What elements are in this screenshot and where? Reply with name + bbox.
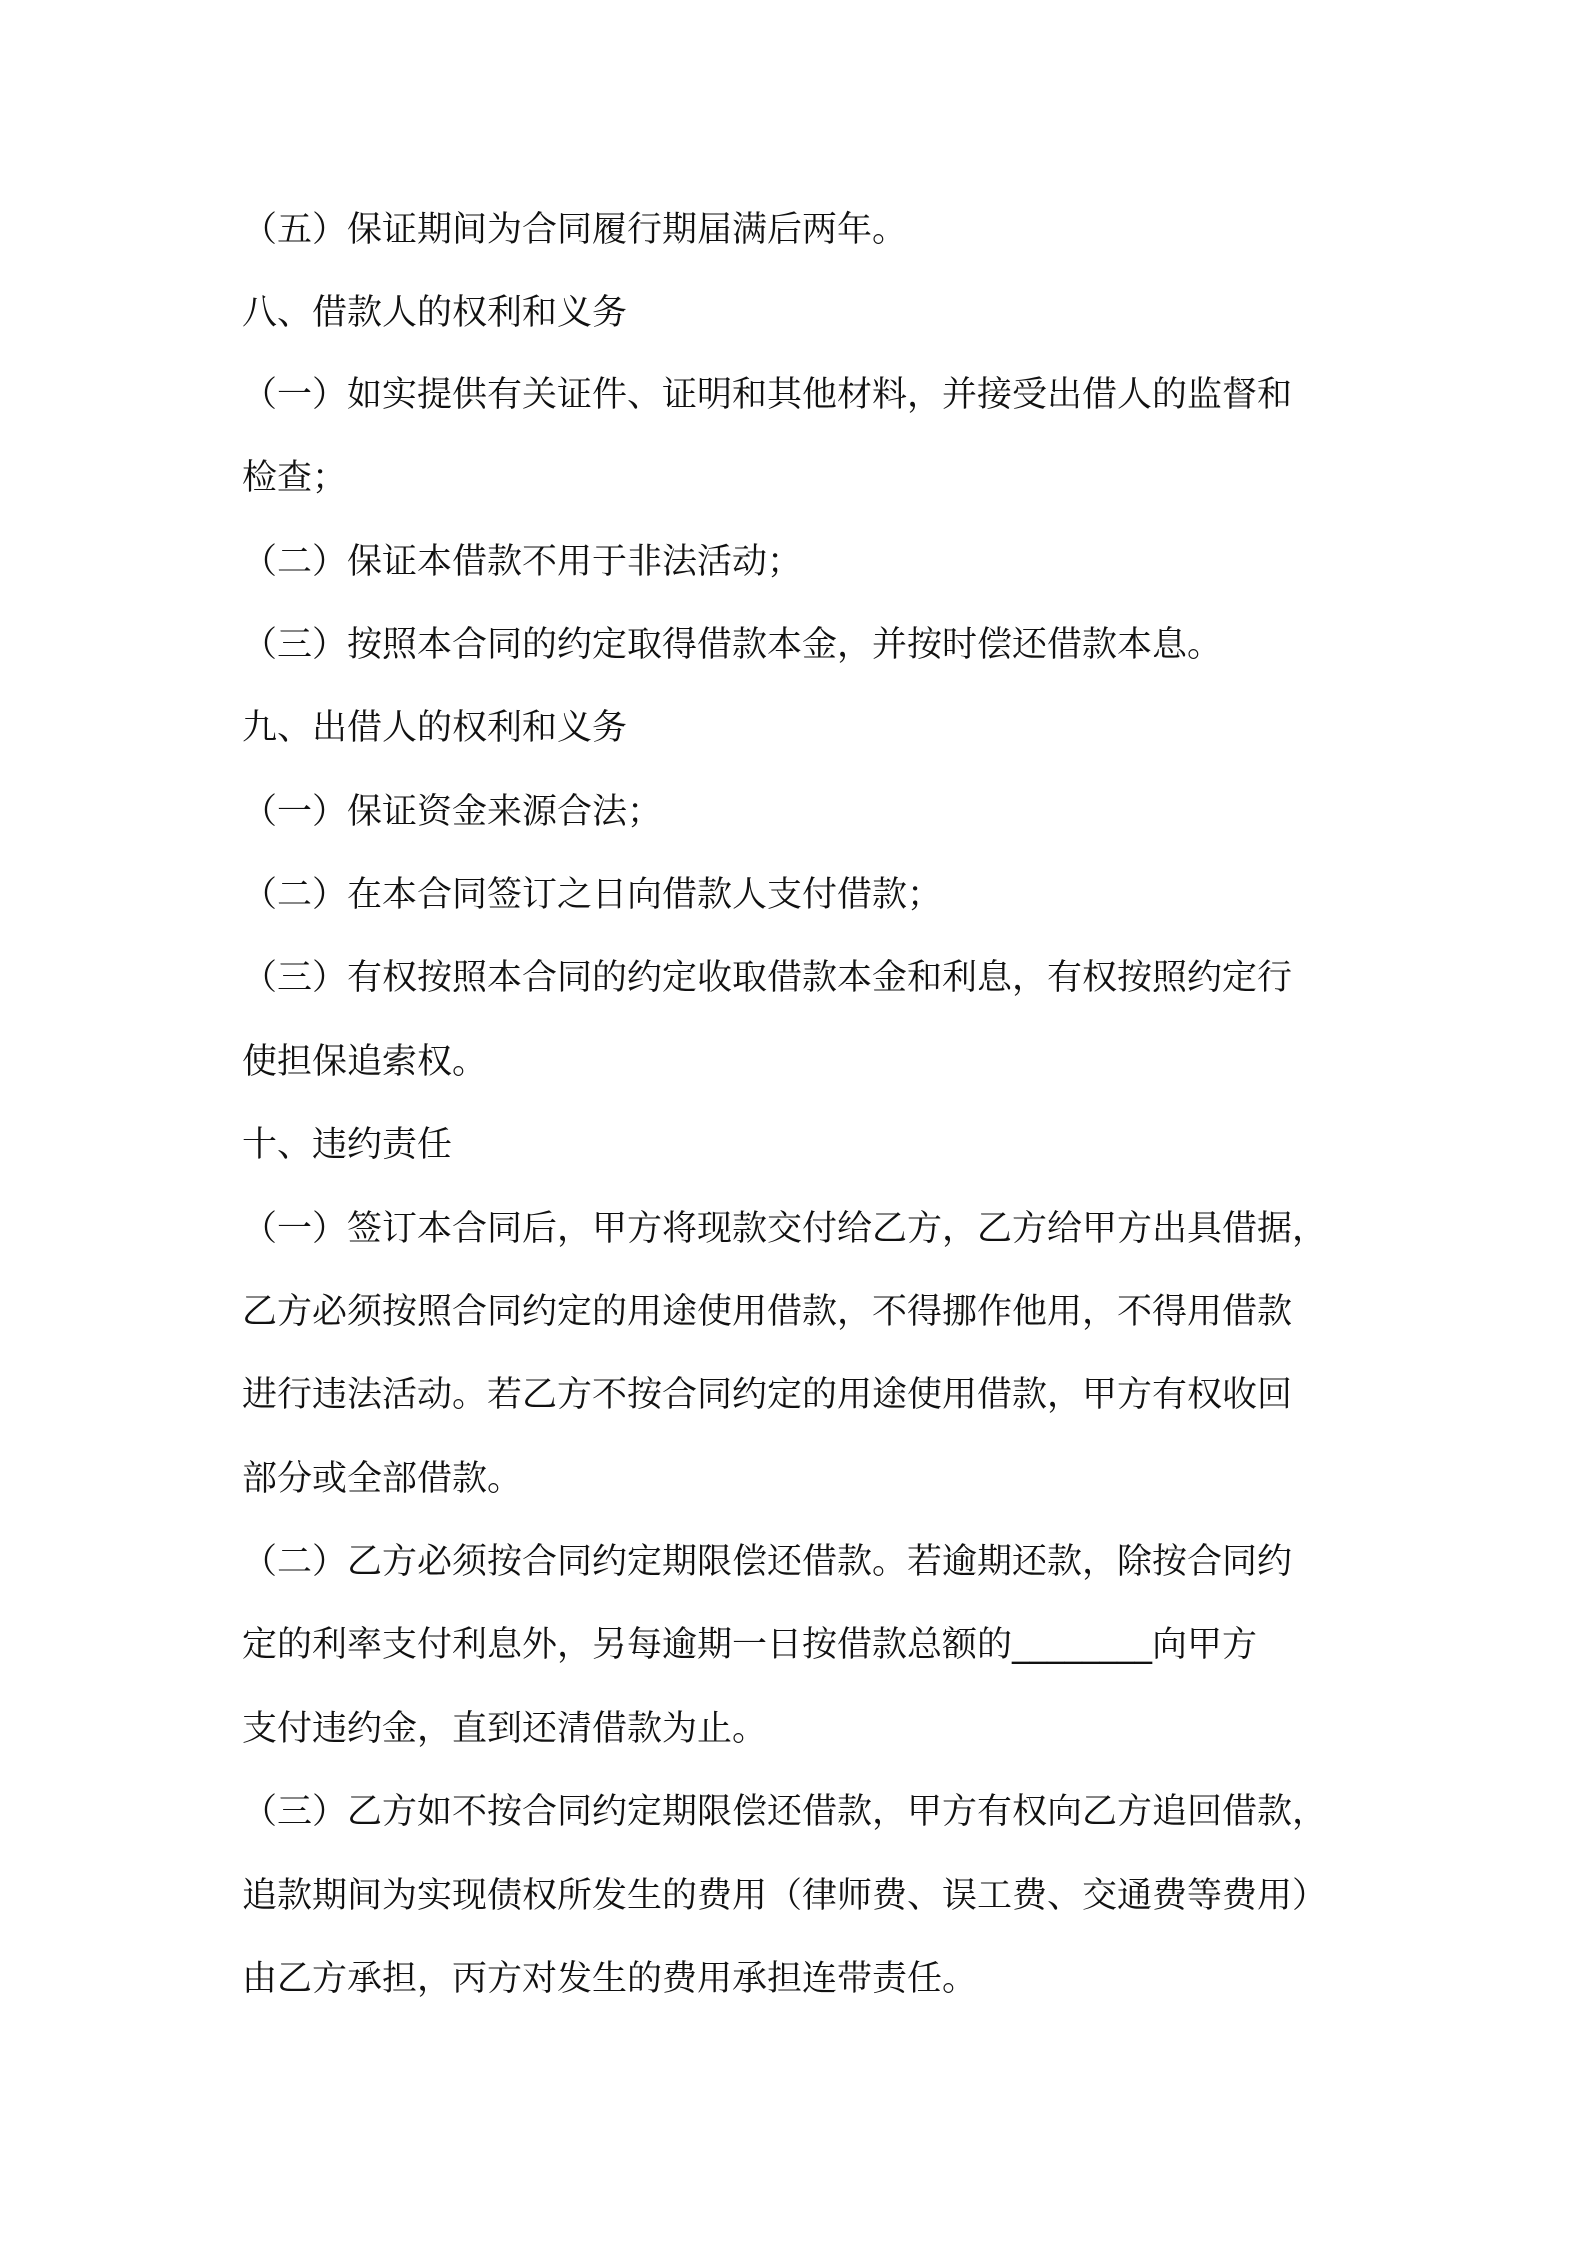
clause-9-2: （二）在本合同签订之日向借款人支付借款； — [242, 875, 943, 915]
clause-10-2-line-1: （二）乙方必须按合同约定期限偿还借款。若逾期还款，除按合同约 — [242, 1542, 1293, 1582]
clause-10-1-line-4: 部分或全部借款。 — [242, 1459, 523, 1499]
clause-10-1-line-2: 乙方必须按照合同约定的用途使用借款，不得挪作他用，不得用借款 — [242, 1292, 1293, 1332]
clause-8-1-line-2: 检查； — [242, 458, 348, 498]
clause-10-1-line-3: 进行违法活动。若乙方不按合同约定的用途使用借款，甲方有权收回 — [242, 1375, 1293, 1415]
clause-10-3-line-2: 追款期间为实现债权所发生的费用（律师费、误工费、交通费等费用） — [242, 1876, 1328, 1916]
clause-9-3-line-1: （三）有权按照本合同的约定收取借款本金和利息，有权按照约定行 — [242, 958, 1293, 998]
section-heading-9: 九、出借人的权利和义务 — [242, 708, 628, 748]
clause-10-3-line-1: （三）乙方如不按合同约定期限偿还借款，甲方有权向乙方追回借款， — [242, 1792, 1328, 1832]
clause-10-2-line-3: 支付违约金，直到还清借款为止。 — [242, 1709, 768, 1749]
clause-10-2-line-2: 定的利率支付利息外，另每逾期一日按借款总额的________向甲方 — [242, 1625, 1258, 1665]
clause-9-3-line-2: 使担保追索权。 — [242, 1042, 488, 1082]
section-heading-10: 十、违约责任 — [242, 1125, 453, 1165]
clause-8-3: （三）按照本合同的约定取得借款本金，并按时偿还借款本息。 — [242, 625, 1223, 665]
clause-9-1: （一）保证资金来源合法； — [242, 792, 663, 832]
section-heading-8: 八、借款人的权利和义务 — [242, 293, 628, 333]
clause-8-2: （二）保证本借款不用于非法活动； — [242, 542, 803, 582]
clause-10-1-line-1: （一）签订本合同后，甲方将现款交付给乙方，乙方给甲方出具借据， — [242, 1209, 1328, 1249]
clause-5-guarantee-period: （五）保证期间为合同履行期届满后两年。 — [242, 210, 908, 250]
clause-10-3-line-3: 由乙方承担，丙方对发生的费用承担连带责任。 — [242, 1959, 978, 1999]
clause-8-1-line-1: （一）如实提供有关证件、证明和其他材料，并接受出借人的监督和 — [242, 375, 1293, 415]
